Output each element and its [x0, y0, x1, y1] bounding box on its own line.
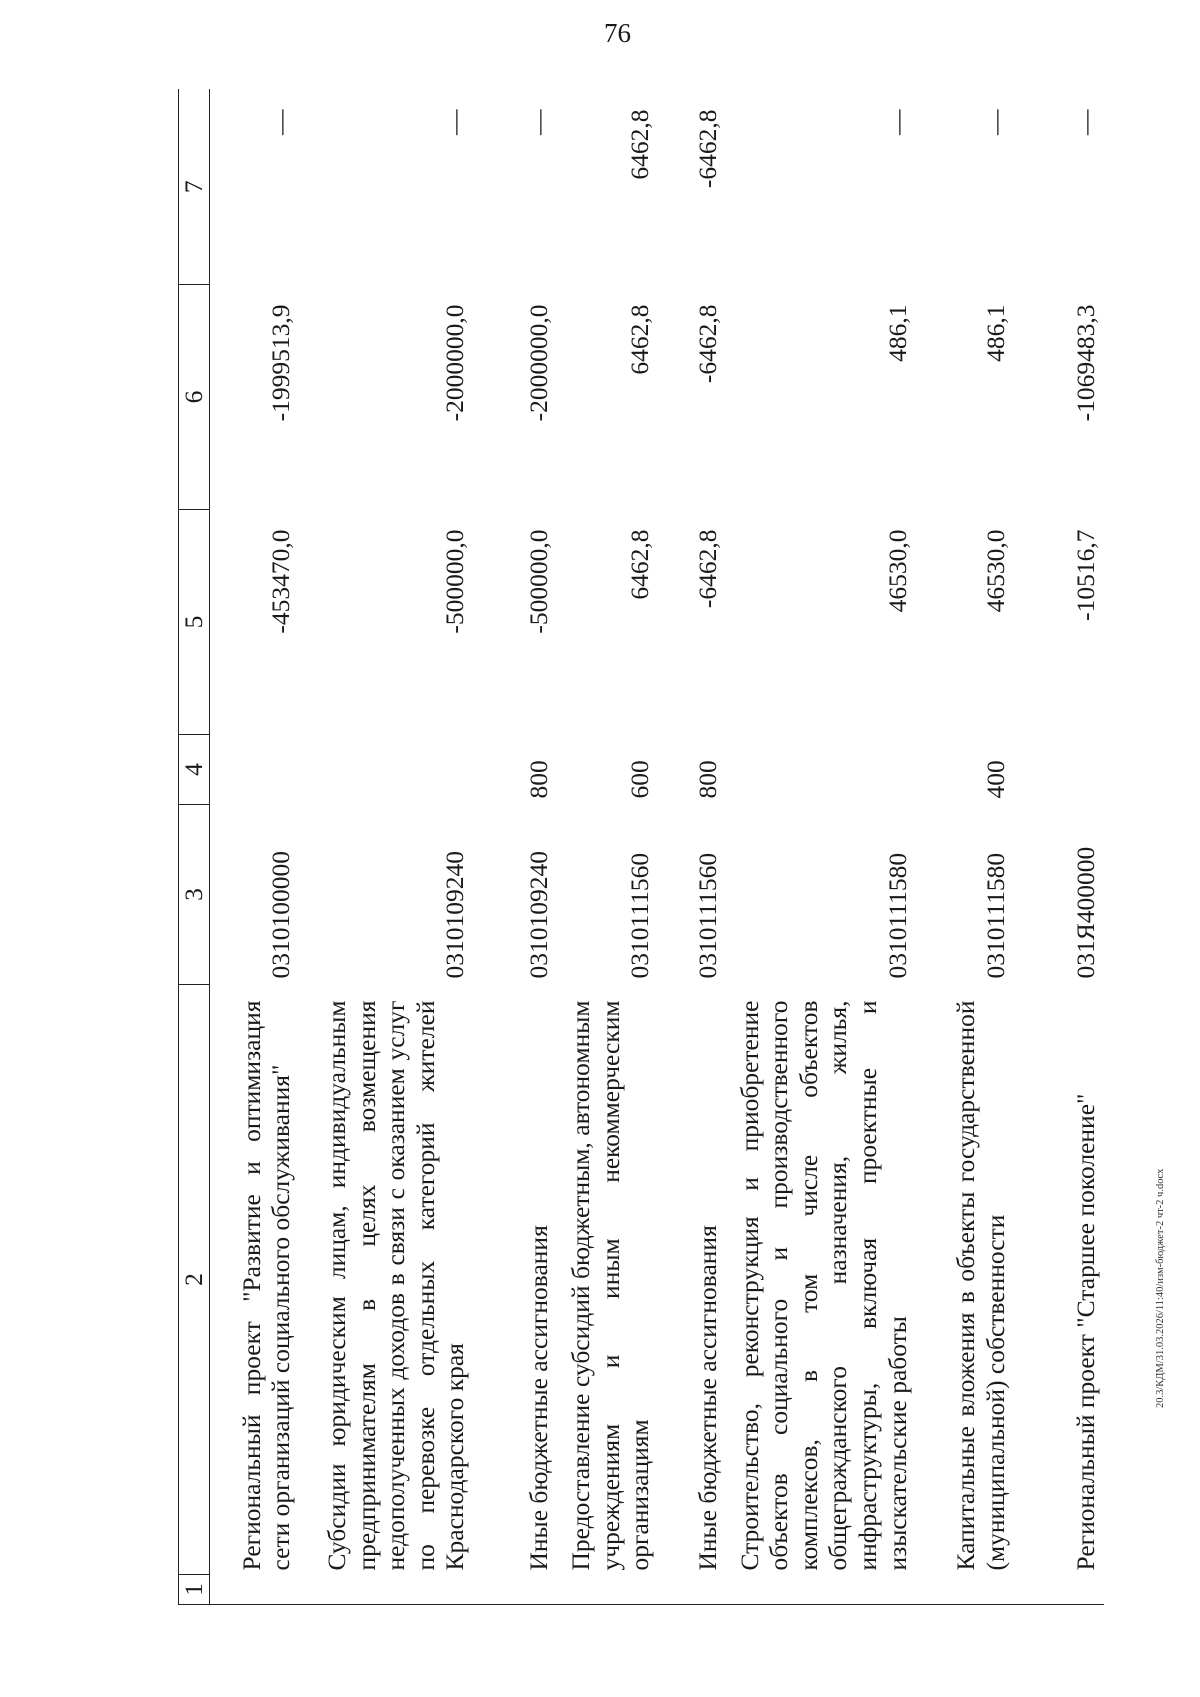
row-target-code: 031Я400000 [1070, 846, 1100, 979]
table-row [659, 90, 727, 1605]
row-target-code: 0310100000 [266, 851, 296, 979]
row-value-col6: -1999513,9 [266, 304, 296, 422]
row-number-cell [1014, 1575, 1104, 1605]
row-value-col6: 6462,8 [625, 304, 655, 375]
row-target-code: 0310109240 [440, 851, 470, 979]
page-number: 76 [604, 18, 631, 48]
row-value-col7: — [1070, 109, 1100, 135]
row-value-col6: -2000000,0 [524, 304, 554, 422]
row-target-code: 0310111560 [625, 852, 655, 979]
table-row [558, 90, 659, 1605]
column-header: 6 [179, 285, 210, 510]
table-row [727, 90, 916, 1605]
row-value-col7: — [980, 109, 1010, 135]
row-value-col6: 486,1 [882, 304, 912, 362]
row-expense-type: 600 [625, 760, 655, 799]
row-number-cell [474, 1575, 558, 1605]
row-expense-type [1014, 735, 1104, 805]
row-value-col7: — [266, 109, 296, 135]
row-value-col5: 6462,8 [625, 529, 655, 600]
row-value-col6: 486,1 [980, 304, 1010, 362]
row-value-col5: 46530,0 [882, 529, 912, 613]
footer-path-text: 20.3/КДМ/31.03.2026/11:40/изм-бюджет-2 чт-2 ч.docx [1155, 1168, 1166, 1408]
row-expense-type: 800 [524, 760, 554, 799]
column-header: 5 [179, 510, 210, 735]
row-value-col5: -500000,0 [524, 529, 554, 634]
row-value-col5: -500000,0 [440, 529, 470, 634]
table-row [300, 90, 474, 1605]
row-expense-type [727, 735, 916, 805]
column-header: 4 [179, 735, 210, 805]
table-row [916, 90, 1014, 1605]
row-value-col7: — [440, 109, 470, 135]
table-row [210, 90, 301, 1605]
row-description: Иные бюджетные ассигнования [524, 1225, 554, 1571]
row-value-col5: 46530,0 [980, 529, 1010, 613]
row-number-cell [558, 1575, 659, 1605]
row-description: Предоставление субсидий бюджетным, автономным учреждениям и иным некоммерческим организациям [566, 1000, 655, 1571]
table-header-row [179, 90, 210, 1605]
column-header: 7 [179, 90, 210, 285]
column-header: 1 [179, 1575, 210, 1605]
row-value-col6: -2000000,0 [440, 304, 470, 422]
row-expense-type [210, 735, 301, 805]
row-value-col6: -1069483,3 [1070, 304, 1100, 422]
row-description: Региональный проект "Развитие и оптимизация сети организаций социального обслуживания" [236, 1000, 296, 1571]
row-number-cell [727, 1575, 916, 1605]
row-value-col7: — [524, 109, 554, 135]
row-value-col7: — [882, 109, 912, 135]
row-value-col5: -6462,8 [693, 529, 723, 609]
row-value-col5: -453470,0 [266, 529, 296, 634]
row-value-col5: -10516,7 [1070, 529, 1100, 621]
row-target-code: 0310111560 [693, 852, 723, 979]
row-expense-type: 400 [980, 760, 1010, 799]
table-row [1014, 90, 1104, 1605]
table-row [474, 90, 558, 1605]
row-number-cell [300, 1575, 474, 1605]
column-header: 3 [179, 805, 210, 985]
row-number-cell [210, 1575, 301, 1605]
row-description: Региональный проект "Старшее поколение" [1070, 1093, 1100, 1571]
row-expense-type: 800 [693, 760, 723, 799]
row-target-code: 0310111580 [980, 852, 1010, 979]
row-value-col7: -6462,8 [693, 109, 723, 189]
row-expense-type [300, 735, 474, 805]
row-description: Иные бюджетные ассигнования [693, 1225, 723, 1571]
row-target-code: 0310109240 [524, 851, 554, 979]
row-description: Строительство, реконструкция и приобретение объектов социального и производственного комплексов, в том числе объектов общегражданского назначения, жилья, инфраструктуры, включая проектные и изыскательские работы [734, 1000, 912, 1571]
row-description: Капитальные вложения в объекты государственной (муниципальной) собственности [951, 1000, 1010, 1571]
column-header: 2 [179, 985, 210, 1575]
row-target-code: 0310111580 [882, 852, 912, 979]
budget-table [178, 90, 1104, 1606]
row-number-cell [659, 1575, 727, 1605]
row-value-col6: -6462,8 [693, 304, 723, 384]
row-value-col7: 6462,8 [625, 109, 655, 180]
row-description: Субсидии юридическим лицам, индивидуальным предпринимателям в целях возмещения недополученных доходов в связи с оказанием услуг по перевозке отдельных категорий жителей Краснодарского края [322, 1000, 470, 1571]
budget-table-container [178, 90, 1100, 1605]
row-number-cell [916, 1575, 1014, 1605]
